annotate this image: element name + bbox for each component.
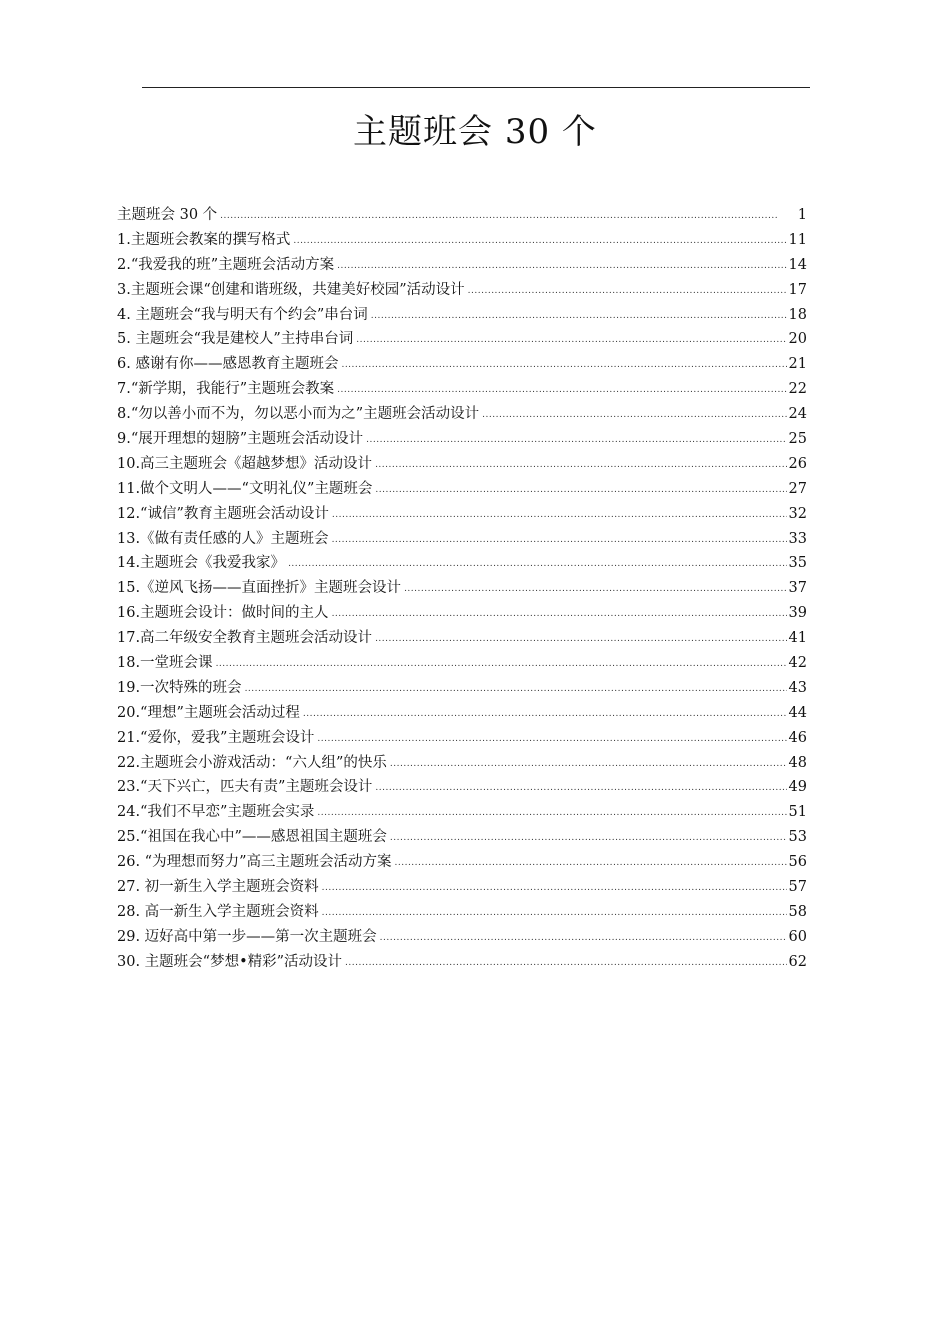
toc-entry[interactable] (117, 477, 807, 502)
toc-dot-leader (322, 876, 787, 900)
toc-entry[interactable] (117, 278, 807, 303)
toc-dot-leader (220, 204, 777, 228)
toc-dot-leader (288, 552, 786, 576)
toc-entry-title: 6. 感谢有你——感恩教育主题班会 (117, 356, 339, 373)
toc-dot-leader (375, 453, 786, 477)
toc-dot-leader (245, 677, 787, 701)
toc-entry[interactable] (117, 576, 807, 601)
toc-dot-leader (317, 727, 786, 751)
toc-dot-leader (390, 826, 787, 850)
toc-dot-leader (468, 279, 787, 303)
toc-dot-leader (332, 602, 787, 626)
toc-entry-title: 11.做个文明人——“文明礼仪”主题班会 (117, 480, 373, 497)
toc-entry[interactable] (117, 352, 807, 377)
toc-entry-page-number: 58 (788, 903, 807, 920)
toc-dot-leader (341, 353, 786, 377)
toc-entry[interactable] (117, 751, 807, 776)
toc-dot-leader (337, 378, 786, 402)
toc-dot-leader (375, 627, 786, 651)
toc-dot-leader (293, 229, 786, 253)
toc-entry-title: 25.“祖国在我心中”——感恩祖国主题班会 (117, 829, 387, 846)
toc-entry-page-number: 22 (788, 381, 807, 398)
toc-dot-leader (322, 901, 787, 925)
toc-entry-title: 1.主题班会教案的撰写格式 (117, 231, 291, 248)
toc-entry[interactable] (117, 303, 807, 328)
toc-dot-leader (390, 752, 787, 776)
toc-entry-page-number: 44 (788, 704, 807, 721)
toc-dot-leader (216, 652, 787, 676)
toc-entry-page-number: 43 (788, 679, 807, 696)
toc-entry-title: 2.“我爱我的班”主题班会活动方案 (117, 256, 335, 273)
toc-entry[interactable] (117, 626, 807, 651)
toc-entry-title: 主题班会 30 个 (117, 207, 218, 223)
toc-entry-title: 26. “为理想而努力”高三主题班会活动方案 (117, 854, 392, 871)
toc-entry-page-number: 42 (788, 655, 807, 672)
toc-entry-title: 18.一堂班会课 (117, 655, 213, 672)
table-of-contents (117, 203, 807, 975)
toc-entry[interactable] (117, 701, 807, 726)
toc-entry-page-number: 62 (788, 953, 807, 970)
toc-entry-page-number: 25 (788, 431, 807, 448)
toc-entry-title: 12.“诚信”教育主题班会活动设计 (117, 505, 329, 522)
toc-entry-title: 28. 高一新生入学主题班会资料 (117, 903, 319, 920)
toc-entry[interactable] (117, 825, 807, 850)
toc-entry-page-number: 51 (788, 804, 807, 821)
toc-entry-title: 9.“展开理想的翅膀”主题班会活动设计 (117, 431, 364, 448)
toc-dot-leader (303, 702, 787, 726)
toc-entry[interactable] (117, 950, 807, 975)
toc-entry-title: 23.“天下兴亡，匹夫有责”主题班会设计 (117, 779, 373, 796)
toc-entry-page-number: 20 (788, 331, 807, 348)
toc-entry-page-number: 39 (788, 605, 807, 622)
toc-entry[interactable] (117, 651, 807, 676)
toc-entry[interactable] (117, 775, 807, 800)
header-rule (142, 87, 810, 88)
toc-entry[interactable] (117, 800, 807, 825)
toc-dot-leader (356, 328, 786, 352)
toc-dot-leader (375, 776, 786, 800)
toc-dot-leader (380, 926, 787, 950)
toc-entry-page-number: 33 (788, 530, 807, 547)
toc-dot-leader (345, 951, 787, 975)
toc-entry-title: 4. 主题班会“我与明天有个约会”串台词 (117, 306, 368, 323)
toc-entry-title: 22.主题班会小游戏活动：“六人组”的快乐 (117, 754, 387, 771)
toc-entry-title: 19.一次特殊的班会 (117, 679, 242, 696)
toc-dot-leader (395, 851, 787, 875)
toc-entry[interactable] (117, 601, 807, 626)
toc-entry[interactable] (117, 676, 807, 701)
toc-entry[interactable] (117, 228, 807, 253)
toc-entry-title: 7.“新学期，我能行”主题班会教案 (117, 381, 335, 398)
document-title: 主题班会 30 个 (353, 112, 597, 152)
toc-entry[interactable] (117, 850, 807, 875)
toc-entry-title: 29. 迈好高中第一步——第一次主题班会 (117, 928, 377, 945)
toc-entry[interactable] (117, 875, 807, 900)
toc-dot-leader (332, 503, 787, 527)
toc-entry-page-number: 48 (788, 754, 807, 771)
toc-entry[interactable] (117, 551, 807, 576)
toc-entry[interactable] (117, 377, 807, 402)
toc-entry[interactable] (117, 726, 807, 751)
toc-entry-page-number: 41 (788, 630, 807, 647)
toc-dot-leader (404, 577, 786, 601)
toc-entry-page-number: 46 (788, 729, 807, 746)
toc-entry-page-number: 32 (788, 505, 807, 522)
toc-dot-leader (317, 801, 786, 825)
toc-dot-leader (482, 403, 786, 427)
toc-entry-title: 20.“理想”主题班会活动过程 (117, 704, 300, 721)
toc-entry[interactable] (117, 527, 807, 552)
toc-entry-title: 27. 初一新生入学主题班会资料 (117, 879, 319, 896)
toc-dot-leader (366, 428, 786, 452)
toc-entry-title: 3.主题班会课“创建和谐班级，共建美好校园”活动设计 (117, 281, 465, 298)
toc-entry-page-number: 24 (788, 406, 807, 423)
toc-dot-leader (332, 528, 787, 552)
toc-entry[interactable] (117, 900, 807, 925)
toc-dot-leader (337, 254, 786, 278)
toc-entry-page-number: 35 (788, 555, 807, 572)
toc-entry-page-number: 21 (788, 356, 807, 373)
toc-entry[interactable] (117, 327, 807, 352)
toc-entry-page-number: 18 (788, 306, 807, 323)
toc-dot-leader (375, 478, 786, 502)
toc-entry-page-number: 56 (788, 854, 807, 871)
toc-entry[interactable] (117, 452, 807, 477)
toc-entry[interactable] (117, 502, 807, 527)
toc-dot-leader (371, 304, 787, 328)
toc-entry-page-number: 14 (788, 256, 807, 273)
toc-entry-page-number: 53 (788, 829, 807, 846)
toc-entry-page-number: 26 (788, 455, 807, 472)
toc-entry-title: 10.高三主题班会《超越梦想》活动设计 (117, 455, 373, 472)
toc-entry-page-number: 60 (788, 928, 807, 945)
toc-entry-title: 8.“勿以善小而不为，勿以恶小而为之”主题班会活动设计 (117, 406, 480, 423)
toc-entry-page-number: 57 (788, 879, 807, 896)
toc-entry[interactable] (117, 427, 807, 452)
toc-entry-title: 24.“我们不早恋”主题班会实录 (117, 804, 315, 821)
toc-entry-title: 17.高二年级安全教育主题班会活动设计 (117, 630, 373, 647)
toc-entry[interactable] (117, 402, 807, 427)
toc-entry-page-number: 17 (788, 281, 807, 298)
toc-entry[interactable] (117, 925, 807, 950)
toc-entry-title: 5. 主题班会“我是建校人”主持串台词 (117, 331, 354, 348)
toc-entry-page-number: 27 (788, 480, 807, 497)
toc-entry-page-number: 1 (797, 207, 807, 223)
toc-entry-title: 14.主题班会《我爱我家》 (117, 555, 286, 572)
toc-entry-title: 16.主题班会设计：做时间的主人 (117, 605, 329, 622)
toc-entry-title: 21.“爱你，爱我”主题班会设计 (117, 729, 315, 746)
toc-entry-page-number: 49 (788, 779, 807, 796)
toc-entry[interactable] (117, 253, 807, 278)
toc-entry[interactable] (117, 203, 807, 228)
toc-entry-page-number: 37 (788, 580, 807, 597)
toc-entry-title: 30. 主题班会“梦想•精彩”活动设计 (117, 953, 343, 970)
toc-entry-title: 15.《逆风飞扬——直面挫折》主题班会设计 (117, 580, 402, 597)
toc-entry-page-number: 11 (788, 231, 807, 248)
toc-entry-title: 13.《做有责任感的人》主题班会 (117, 530, 329, 547)
